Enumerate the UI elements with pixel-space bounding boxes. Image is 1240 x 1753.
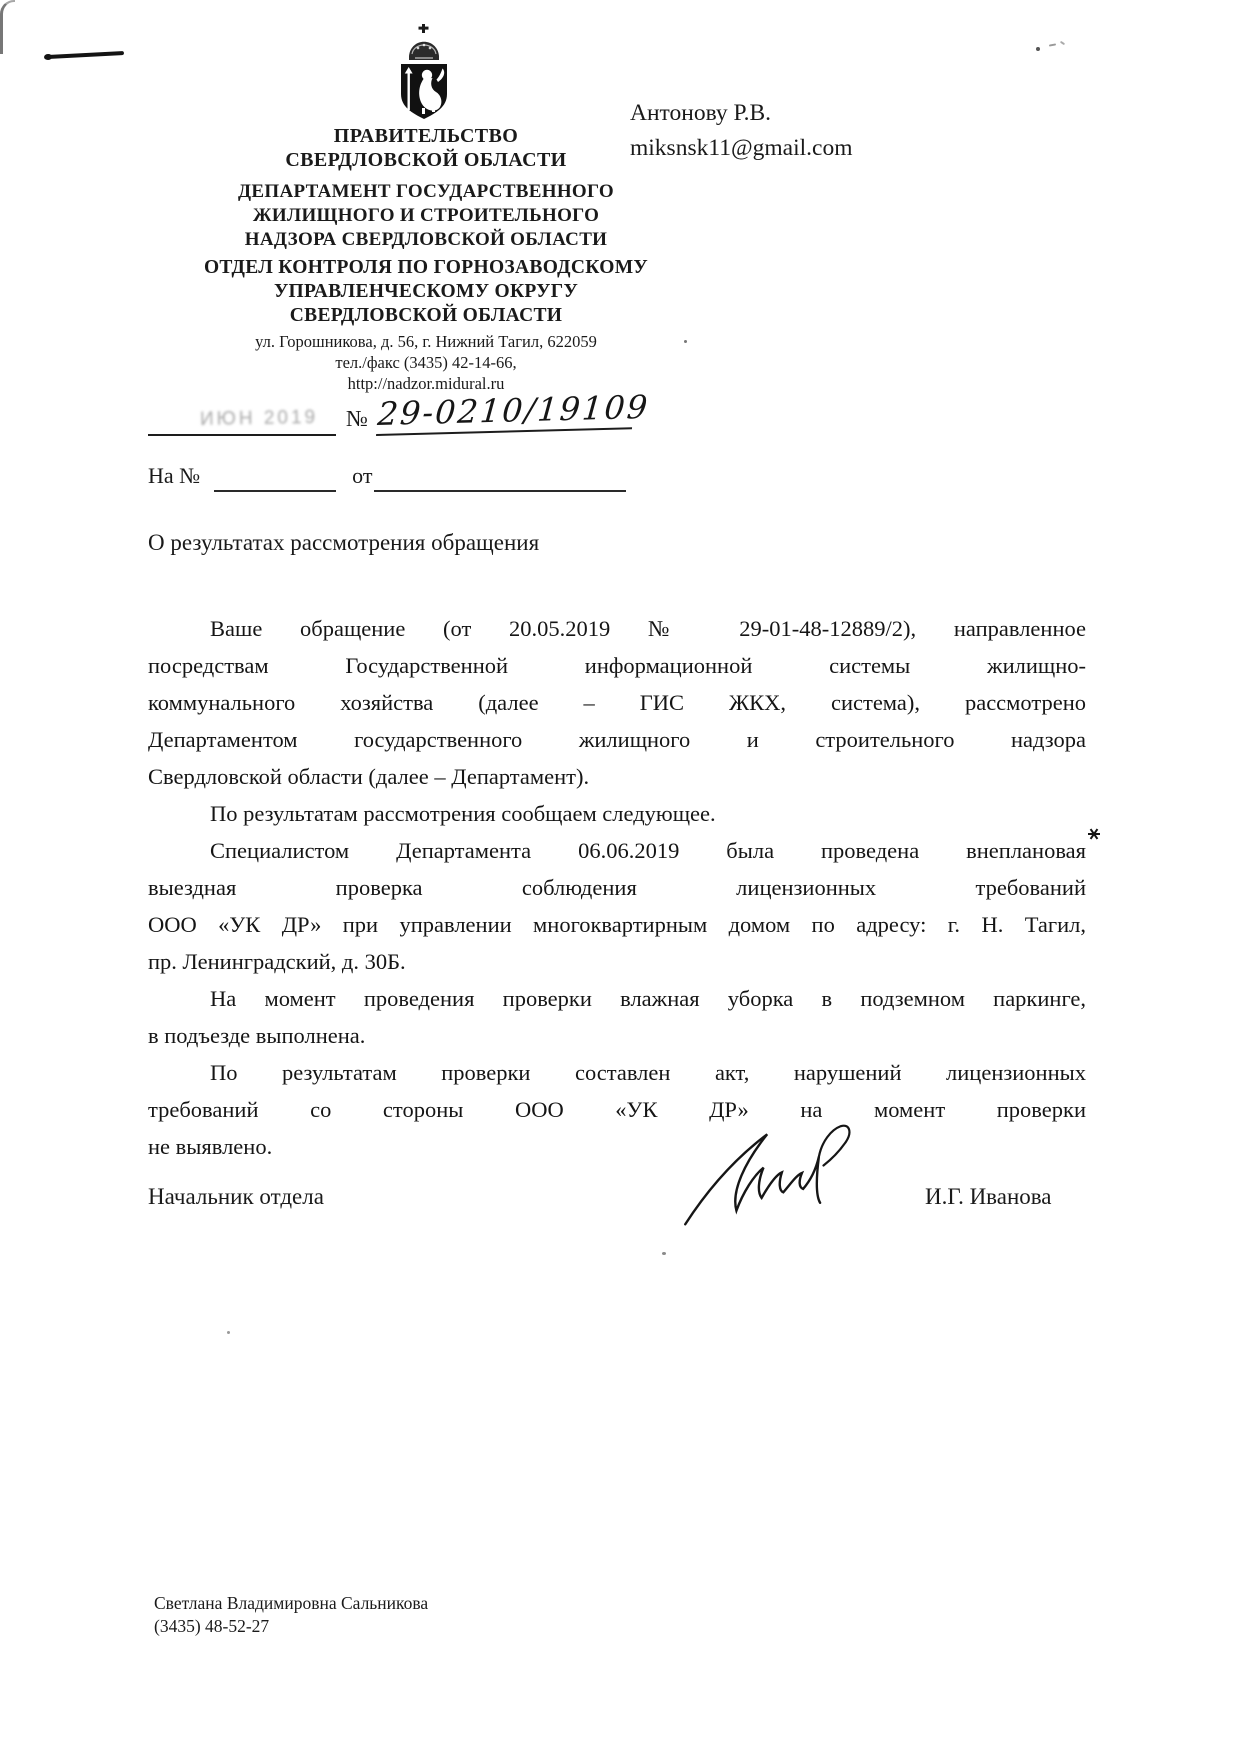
body-line: коммунального хозяйства (далее – ГИС ЖКХ, система), рассмотрено — [148, 690, 1086, 715]
body-line: На момент проведения проверки влажная уборка в подземном паркинге, — [210, 986, 1086, 1011]
handwritten-signature-icon — [675, 1116, 872, 1234]
department-name-line: НАДЗОРА СВЕРДЛОВСКОЙ ОБЛАСТИ — [244, 229, 608, 250]
scan-corner-artifact — [0, 0, 15, 54]
outgoing-number-value: 29-0210/19109 — [376, 387, 635, 436]
body-line: требований со стороны ООО «УК ДР» на момент проверки — [148, 1097, 1086, 1122]
executor-block — [154, 1592, 428, 1638]
division-name-line: СВЕРДЛОВСКОЙ ОБЛАСТИ — [289, 305, 563, 326]
scan-speck — [227, 1331, 230, 1334]
division-name-line: ОТДЕЛ КОНТРОЛЯ ПО ГОРНОЗАВОДСКОМУ — [203, 257, 649, 278]
government-name — [148, 124, 704, 172]
subject-line: О результатах рассмотрения обращения — [148, 530, 540, 555]
number-label: № — [346, 406, 368, 431]
division-name — [148, 256, 704, 328]
body-line: ООО «УК ДР» при управлении многоквартирным домом по адресу: г. Н. Тагил, — [148, 912, 1086, 937]
date-blank-line — [148, 402, 336, 436]
department-name-line: ДЕПАРТАМЕНТ ГОСУДАРСТВЕННОГО — [238, 181, 614, 202]
body-line: в подъезде выполнена. — [148, 1023, 366, 1048]
signer-title: Начальник отдела — [148, 1184, 324, 1209]
reply-reference-row — [148, 460, 708, 494]
org-contact-block — [148, 331, 704, 394]
body-line: Департаментом государственного жилищного и строительного надзора — [148, 727, 1086, 752]
body-line: Ваше обращение (от 20.05.2019 № 29-01-48-12889/2), направленное — [210, 616, 1086, 641]
body-line: Свердловской области (далее – Департамент). — [148, 764, 590, 789]
division-name-line: УПРАВЛЕНЧЕСКОМУ ОКРУГУ — [273, 281, 579, 302]
department-name — [148, 180, 704, 252]
scan-dash-artifact — [48, 51, 124, 59]
executor-phone: (3435) 48-52-27 — [154, 1616, 270, 1636]
reply-date-blank — [374, 460, 626, 492]
body-line: Специалистом Департамента 06.06.2019 была проведена внеплановая — [210, 838, 1086, 863]
body-line: не выявлено. — [148, 1134, 273, 1159]
addressee-block — [630, 96, 852, 166]
outgoing-number-row — [148, 387, 668, 433]
addressee-email: miksnsk11@gmail.com — [630, 135, 853, 161]
body-line: По результатам проверки составлен акт, нарушений лицензионных — [210, 1060, 1086, 1085]
government-name-line: СВЕРДЛОВСКОЙ ОБЛАСТИ — [285, 149, 567, 171]
government-name-line: ПРАВИТЕЛЬСТВО — [333, 125, 519, 147]
body-line: посредствам Государственной информационной системы жилищно- — [148, 653, 1086, 678]
body-line: пр. Ленинградский, д. 30Б. — [148, 949, 406, 974]
executor-name: Светлана Владимировна Сальникова — [154, 1593, 429, 1613]
reply-number-blank — [214, 460, 336, 492]
ink-speck — [1088, 829, 1100, 840]
date-stamp: ИЮН 2019 — [199, 406, 319, 431]
scan-speck — [1049, 43, 1056, 46]
signer-name: И.Г. Иванова — [925, 1184, 1052, 1209]
department-name-line: ЖИЛИЩНОГО И СТРОИТЕЛЬНОГО — [252, 205, 600, 226]
scan-speck — [662, 1252, 666, 1255]
body-line: По результатам рассмотрения сообщаем следующее. — [210, 801, 716, 826]
letter-body — [148, 610, 1086, 1165]
scan-speck — [1060, 41, 1065, 46]
org-website: http://nadzor.midural.ru — [347, 374, 505, 393]
reply-number-label: На № — [148, 463, 201, 488]
scan-speck — [1036, 47, 1040, 51]
addressee-name: Антонову Р.В. — [630, 100, 772, 126]
org-address: ул. Горошникова, д. 56, г. Нижний Тагил, 622059 — [255, 332, 597, 351]
reply-from-label: от — [352, 463, 373, 488]
coat-of-arms-icon — [394, 24, 454, 127]
org-phone: тел./факс (3435) 42-14-66, — [335, 353, 517, 372]
body-line: выездная проверка соблюдения лицензионных требований — [148, 875, 1086, 900]
